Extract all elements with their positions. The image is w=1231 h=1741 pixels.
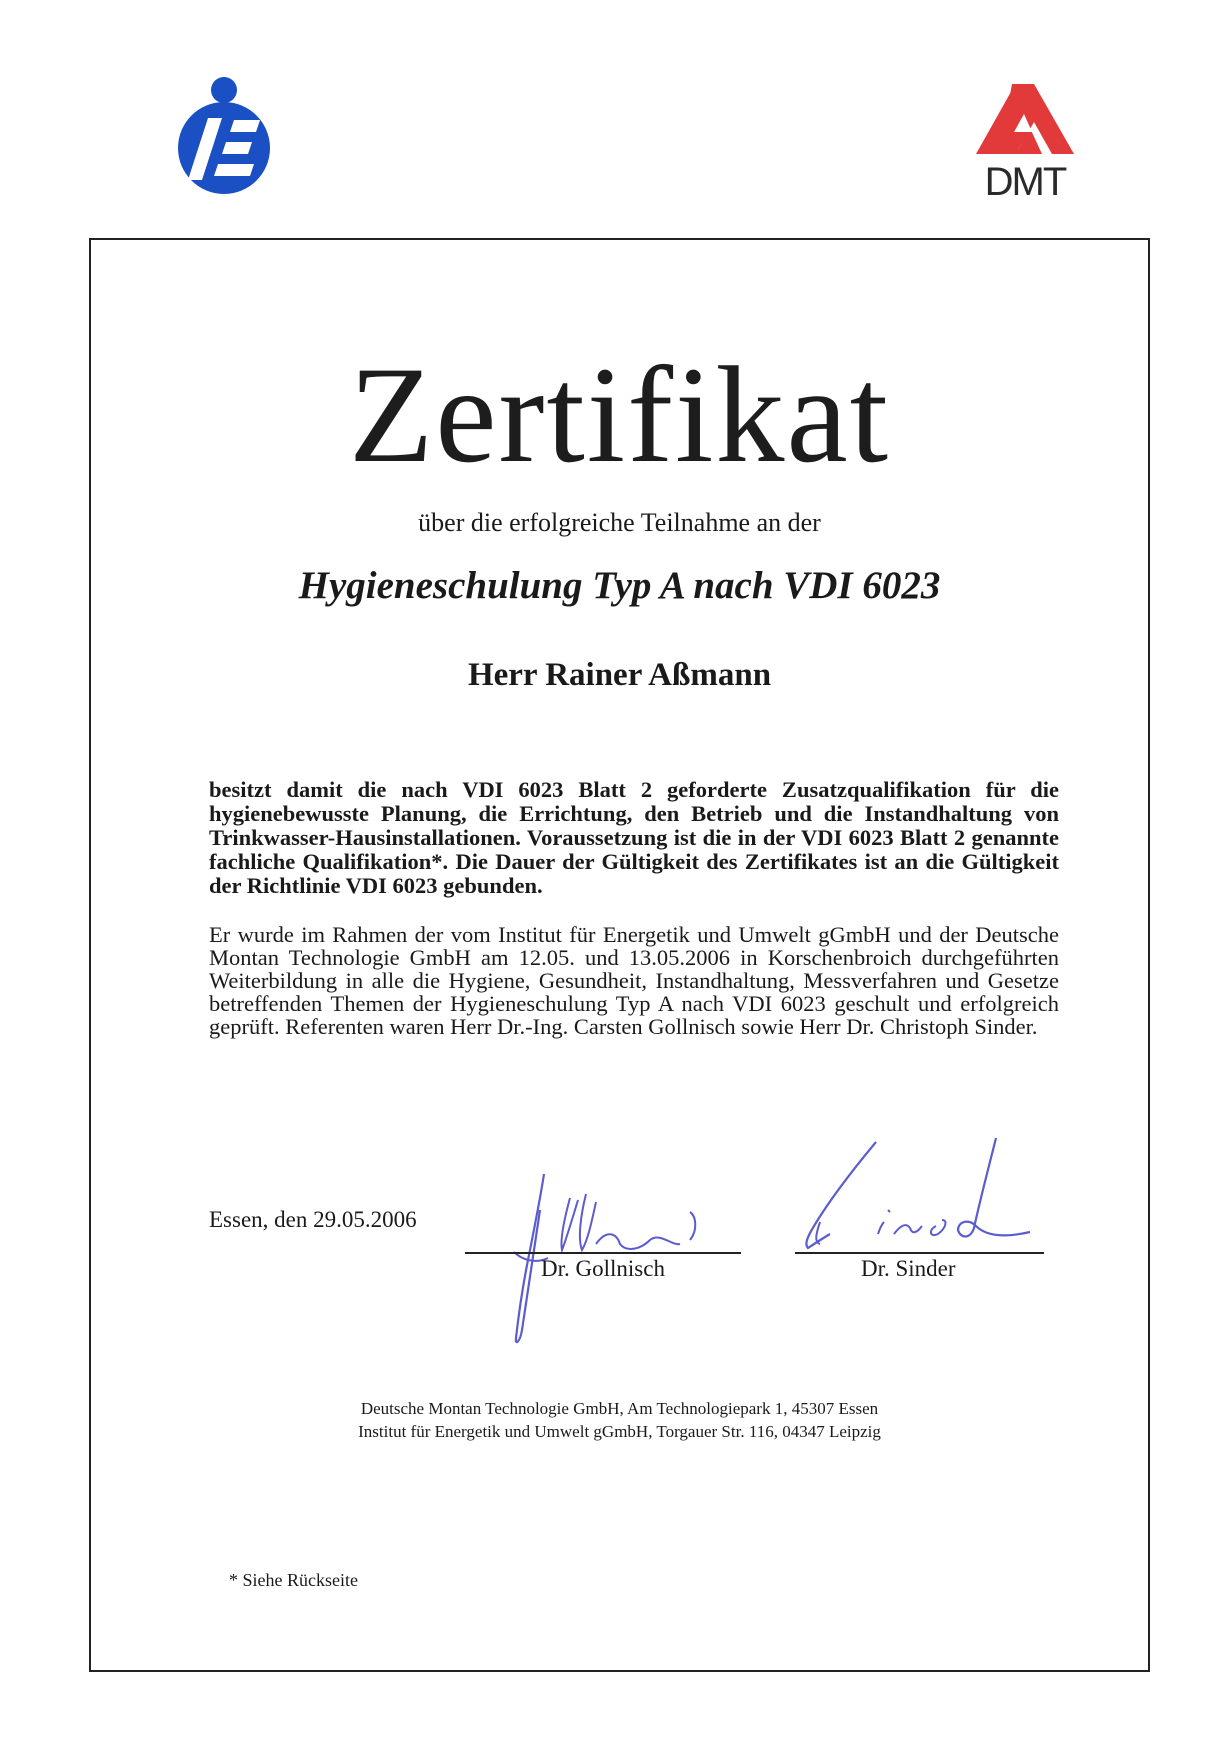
- signature-sinder: [790, 1130, 1040, 1260]
- ie-logo-icon: [168, 76, 280, 198]
- dmt-logo: [970, 80, 1080, 204]
- signature-line-sinder: [795, 1252, 1044, 1254]
- recipient-name: Herr Rainer Aßmann: [467, 657, 772, 693]
- signatory-name-sinder: Dr. Sinder: [861, 1256, 956, 1281]
- course-name: Hygieneschulung Typ A nach VDI 6023: [298, 564, 941, 607]
- signature-gollnisch: [500, 1160, 740, 1350]
- footer-addresses: [89, 1397, 1150, 1443]
- certificate-subtitle: über die erfolgreiche Teilnahme an der: [418, 508, 821, 537]
- signature-line-gollnisch: [465, 1252, 741, 1254]
- dmt-logo-icon: [970, 80, 1080, 160]
- certificate-title: Zertifikat: [348, 338, 891, 491]
- place-and-date: Essen, den 29.05.2006: [209, 1207, 417, 1232]
- signatory-name-gollnisch: Dr. Gollnisch: [541, 1256, 665, 1281]
- footer-line-dmt: Deutsche Montan Technologie GmbH, Am Technologiepark 1, 45307 Essen: [360, 1399, 879, 1418]
- dmt-logo-text: DMT: [984, 160, 1066, 204]
- training-paragraph: Er wurde im Rahmen der vom Institut für Energetik und Umwelt gGmbH und der Deutsche Montan Technologie GmbH am 12.05. und 13.05.2006 in Korschenbroich durchgeführten Weiterbildung in alle die Hygiene, Gesundheit, Instandhaltung, Messverfahren und Gesetze betreffenden Themen der Hygieneschulung Typ A nach VDI 6023 geschult und erfolgreich geprüft. Referenten waren Herr Dr.-Ing. Carsten Gollnisch sowie Herr Dr. Christoph Sinder.: [209, 922, 1059, 1039]
- footer-line-ie: Institut für Energetik und Umwelt gGmbH, Torgauer Str. 116, 04347 Leipzig: [358, 1422, 881, 1441]
- qualification-paragraph: besitzt damit die nach VDI 6023 Blatt 2 geforderte Zusatzqualifikation für die hygienebewusste Planung, die Errichtung, den Betrieb und die Instandhaltung von Trinkwasser-Hausinstallationen. Voraussetzung ist die in der VDI 6023 Blatt 2 genannte fachliche Qualifikation*. Die Dauer der Gültigkeit des Zertifikates ist an die Gültigkeit der Richtlinie VDI 6023 gebunden.: [209, 777, 1059, 898]
- footnote: * Siehe Rückseite: [229, 1570, 358, 1590]
